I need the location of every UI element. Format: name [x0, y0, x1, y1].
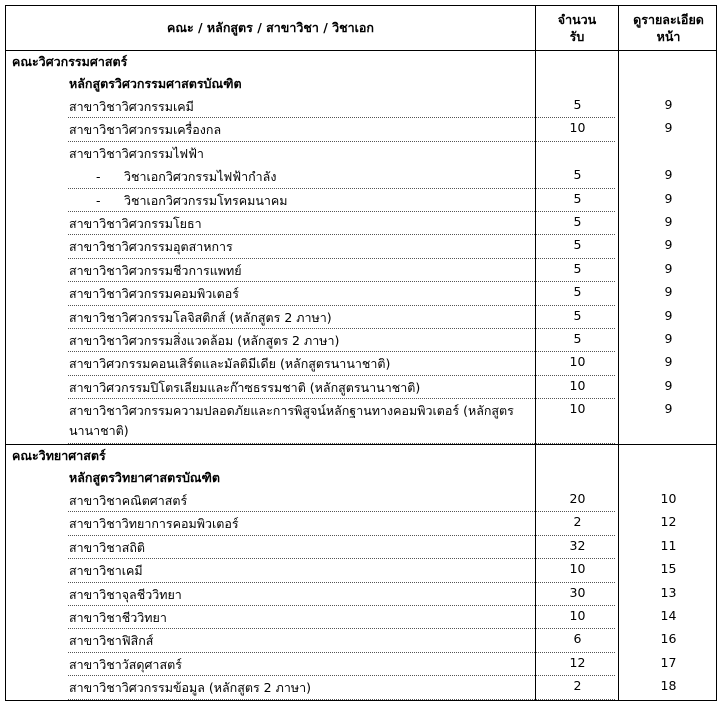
seat-count: 2 — [573, 678, 582, 694]
seat-count: 2 — [573, 514, 582, 530]
seat-count: 5 — [573, 330, 582, 346]
program-name: สาขาวิชาฟิสิกส์ — [69, 633, 154, 649]
program-table — [5, 5, 717, 701]
seat-count: 10 — [569, 561, 586, 577]
seat-count: 10 — [569, 377, 586, 393]
seat-count: 5 — [573, 237, 582, 253]
major-label — [96, 191, 288, 211]
table-row — [6, 512, 716, 535]
seat-count: 10 — [569, 120, 586, 136]
table-row — [6, 559, 716, 582]
seat-count: 32 — [569, 537, 586, 553]
table-row — [6, 235, 716, 258]
seat-count: 5 — [573, 213, 582, 229]
program-name: สาขาวิชาชีววิทยา — [69, 610, 167, 626]
table-row — [6, 95, 716, 118]
seat-count: 5 — [573, 167, 582, 183]
seat-count: 12 — [569, 654, 586, 670]
program-name: สาขาวิชาวิศวกรรมไฟฟ้า — [69, 145, 204, 161]
seat-count: 10 — [569, 608, 586, 624]
major-name: วิชาเอกวิศวกรรมโทรคมนาคม — [124, 192, 288, 208]
program-name: สาขาวิชาวัสดุศาสตร์ — [69, 656, 182, 672]
table-row — [6, 282, 716, 305]
table-row — [6, 165, 716, 188]
major-name: วิชาเอกวิศวกรรมไฟฟ้ากำลัง — [124, 169, 277, 185]
detail-page: 9 — [664, 377, 673, 393]
header-detail-line1: ดูรายละเอียด — [633, 12, 704, 27]
detail-page: 9 — [664, 97, 673, 112]
table-row — [6, 536, 716, 559]
table-row — [6, 489, 716, 512]
program-name: สาขาวิชาจุลชีววิทยา — [69, 586, 182, 602]
seat-count: 5 — [573, 97, 582, 112]
detail-page: 9 — [664, 284, 673, 300]
table-row — [6, 189, 716, 212]
seat-count: 5 — [573, 307, 582, 323]
detail-page: 10 — [660, 491, 677, 507]
table-row — [6, 259, 716, 282]
seat-count: 5 — [573, 190, 582, 206]
faculty-section — [5, 445, 717, 701]
detail-page: 9 — [664, 401, 673, 417]
table-row — [6, 352, 716, 375]
detail-page: 13 — [660, 584, 677, 600]
header-seats — [536, 6, 619, 50]
program-title: หลักสูตรวิทยาศาสตรบัณฑิต — [69, 470, 220, 486]
detail-page: 12 — [660, 514, 677, 530]
seat-count: 5 — [573, 260, 582, 276]
detail-page: 9 — [664, 190, 673, 206]
program-name: สาขาวิชาวิศวกรรมคอมพิวเตอร์ — [69, 286, 239, 302]
table-row — [6, 676, 716, 699]
program-name: สาขาวิชาวิศวกรรมเครื่องกล — [69, 122, 222, 138]
table-row — [6, 212, 716, 235]
table-row — [6, 142, 716, 165]
table-row — [6, 376, 716, 399]
program-name: สาขาวิชาสถิติ — [69, 539, 146, 555]
faculty-section — [5, 51, 717, 445]
detail-page: 9 — [664, 167, 673, 183]
detail-page: 9 — [664, 354, 673, 370]
detail-page: 14 — [660, 608, 677, 624]
table-row — [6, 399, 716, 444]
seat-count: 5 — [573, 284, 582, 300]
header-seats-line1: จำนวน — [557, 12, 597, 27]
detail-page: 9 — [664, 260, 673, 276]
table-header — [5, 5, 717, 51]
table-row — [6, 653, 716, 676]
detail-page: 9 — [664, 237, 673, 253]
seat-count: 10 — [569, 354, 586, 370]
program-title: หลักสูตรวิศวกรรมศาสตรบัณฑิต — [69, 76, 242, 91]
table-row — [6, 329, 716, 352]
program-name: สาขาวิชาวิศวกรรมโลจิสติกส์ (หลักสูตร 2 ภาษา) — [69, 309, 332, 325]
seat-count: 20 — [569, 491, 586, 507]
program-name: สาขาวิชาเคมี — [69, 563, 143, 579]
program-name: สาขาวิชาวิทยาการคอมพิวเตอร์ — [69, 516, 239, 532]
header-name: คณะ / หลักสูตร / สาขาวิชา / วิชาเอก — [6, 6, 536, 50]
header-detail — [619, 6, 718, 50]
header-seats-line2: รับ — [569, 29, 585, 44]
detail-page: 16 — [660, 631, 677, 647]
seat-count: 6 — [573, 631, 582, 647]
detail-page: 9 — [664, 120, 673, 136]
table-row — [6, 629, 716, 652]
program-name: สาขาวิชาวิศวกรรมเคมี — [69, 99, 194, 114]
table-row — [6, 606, 716, 629]
detail-page: 17 — [660, 654, 677, 670]
dash-bullet: - — [96, 169, 101, 185]
program-name: สาขาวิชาคณิตศาสตร์ — [69, 493, 188, 509]
faculty-title: คณะวิศวกรรมศาสตร์ — [12, 54, 128, 69]
program-name: สาขาวิชาวิศวกรรมข้อมูล (หลักสูตร 2 ภาษา) — [69, 680, 311, 696]
program-name: สาขาวิศวกรรมคอนเสิร์ตและมัลติมีเดีย (หลักสูตรนานาชาติ) — [69, 356, 391, 372]
program-name: สาขาวิศวกรรมปิโตรเลียมและก๊าซธรรมชาติ (หลักสูตรนานาชาติ) — [69, 379, 421, 395]
table-row — [6, 118, 716, 141]
detail-page: 15 — [660, 561, 677, 577]
faculty-title: คณะวิทยาศาสตร์ — [12, 448, 106, 464]
table-row — [6, 306, 716, 329]
detail-page: 18 — [660, 678, 677, 694]
table-row — [6, 583, 716, 606]
header-detail-line2: หน้า — [656, 29, 681, 44]
detail-page: 11 — [660, 537, 677, 553]
detail-page: 9 — [664, 307, 673, 323]
program-name: สาขาวิชาวิศวกรรมชีวการแพทย์ — [69, 262, 242, 278]
dash-bullet: - — [96, 192, 101, 208]
program-name: สาขาวิชาวิศวกรรมสิ่งแวดล้อม (หลักสูตร 2 ภาษา) — [69, 332, 340, 348]
seat-count: 30 — [569, 584, 586, 600]
program-name: สาขาวิชาวิศวกรรมความปลอดภัยและการพิสูจน์หลักฐานทางคอมพิวเตอร์ (หลักสูตรนานาชาติ) — [69, 403, 514, 439]
seat-count: 10 — [569, 401, 586, 417]
detail-page: 9 — [664, 330, 673, 346]
major-label — [96, 167, 276, 187]
detail-page: 9 — [664, 213, 673, 229]
program-name: สาขาวิชาวิศวกรรมโยธา — [69, 215, 202, 231]
program-name: สาขาวิชาวิศวกรรมอุตสาหการ — [69, 239, 233, 255]
